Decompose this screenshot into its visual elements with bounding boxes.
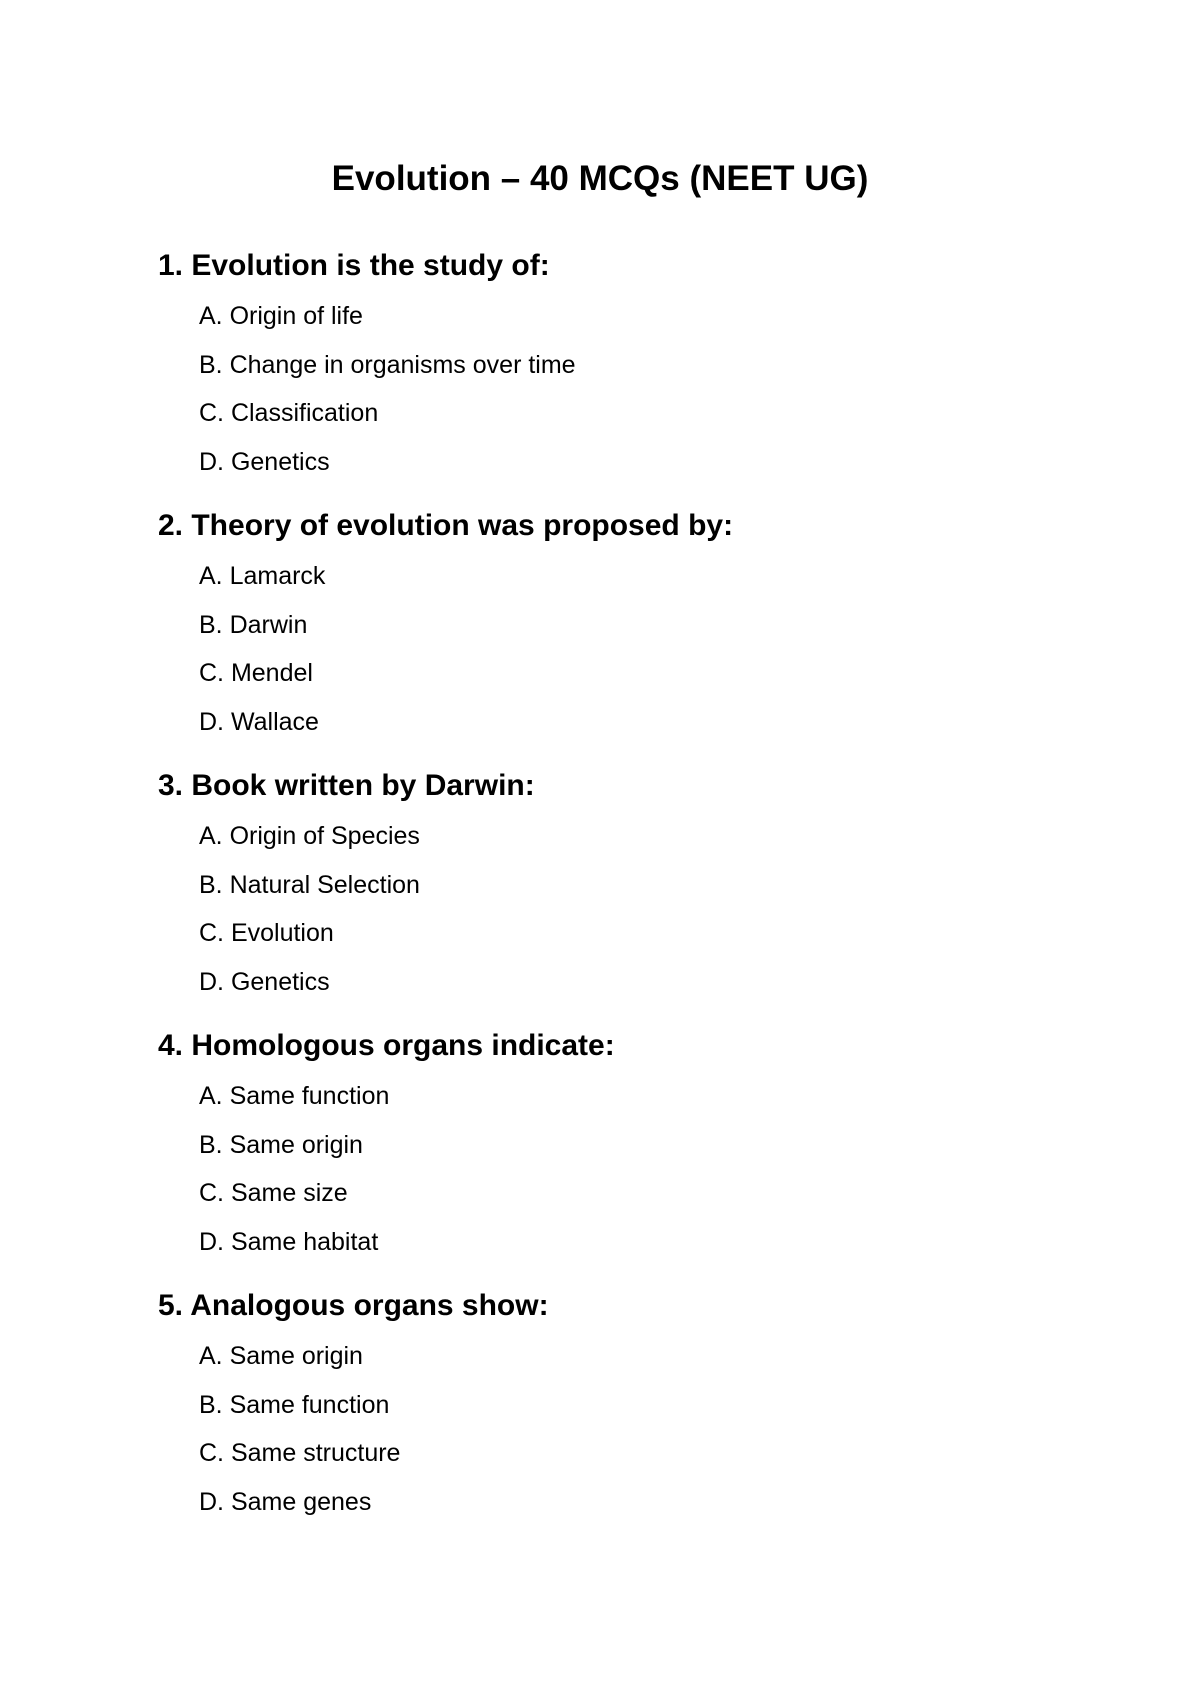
option-c: C. Same structure <box>199 1439 401 1467</box>
question-text: 4. Homologous organs indicate: <box>158 1029 615 1062</box>
option-a: A. Origin of Species <box>199 822 420 850</box>
option-c: C. Mendel <box>199 659 313 687</box>
option-b: B. Same origin <box>199 1130 363 1159</box>
option-b: B. Same function <box>199 1390 390 1419</box>
option-b: B. Change in organisms over time <box>199 350 576 379</box>
question-text: 3. Book written by Darwin: <box>158 769 535 802</box>
option-d: D. Same genes <box>199 1487 372 1516</box>
option-d: D. Genetics <box>199 447 330 476</box>
option-d: D. Genetics <box>199 967 330 996</box>
option-a: A. Same origin <box>199 1342 363 1370</box>
option-c: C. Same size <box>199 1179 348 1207</box>
question-text: 1. Evolution is the study of: <box>158 249 550 282</box>
question-3 <box>158 768 1118 1028</box>
option-b: B. Darwin <box>199 610 308 639</box>
question-4 <box>158 1028 1118 1288</box>
option-b: B. Natural Selection <box>199 870 420 899</box>
option-d: D. Same habitat <box>199 1227 379 1256</box>
option-c: C. Evolution <box>199 919 334 947</box>
option-d: D. Wallace <box>199 707 319 736</box>
question-2 <box>158 508 1118 768</box>
question-text: 5. Analogous organs show: <box>158 1289 549 1322</box>
page-title: Evolution – 40 MCQs (NEET UG) <box>331 159 869 198</box>
question-list <box>158 248 1118 1548</box>
question-1 <box>158 248 1118 508</box>
option-a: A. Origin of life <box>199 302 363 330</box>
option-c: C. Classification <box>199 399 379 427</box>
question-text: 2. Theory of evolution was proposed by: <box>158 509 734 542</box>
option-a: A. Same function <box>199 1082 390 1110</box>
option-a: A. Lamarck <box>199 562 326 590</box>
question-5 <box>158 1288 1118 1548</box>
